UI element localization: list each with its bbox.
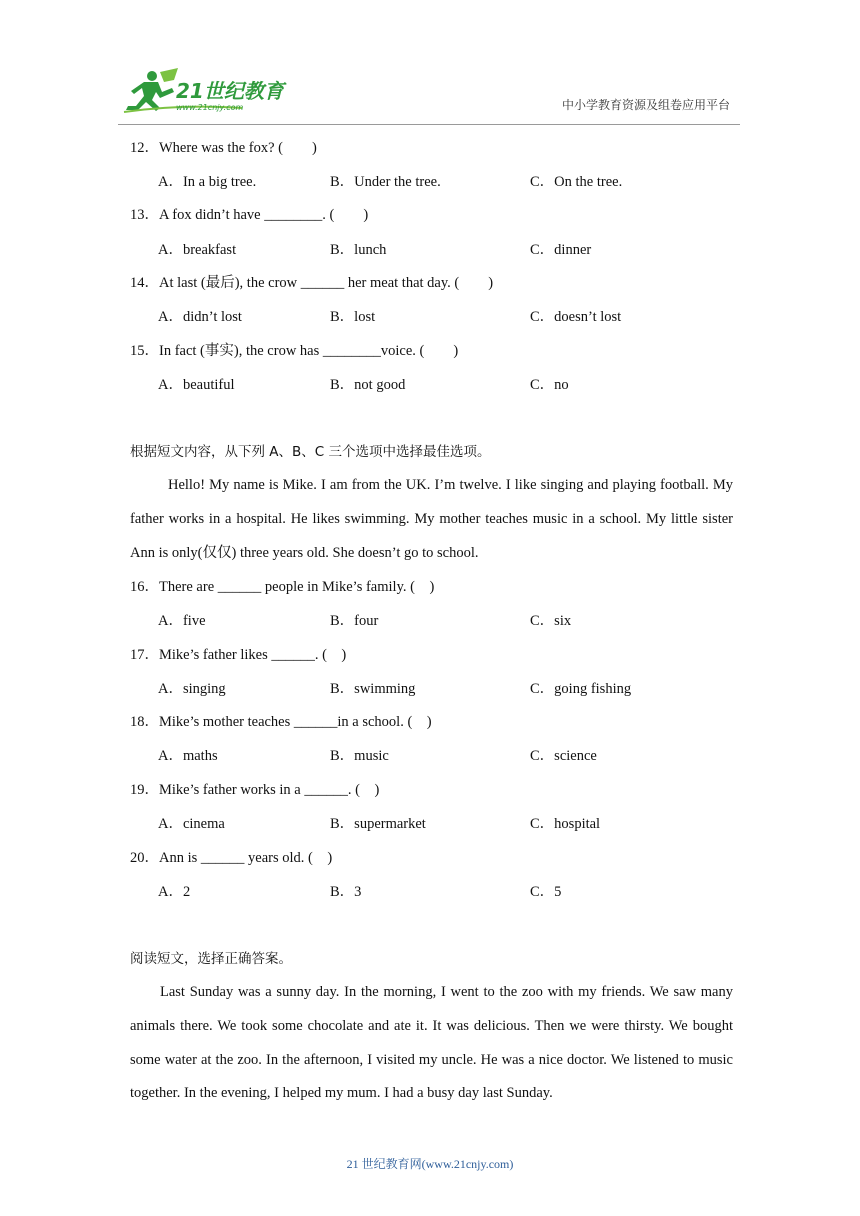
option-a: A．beautiful — [158, 377, 235, 393]
runner-icon — [126, 68, 178, 111]
option-c: C．going fishing — [530, 681, 632, 697]
logo-21cnjy — [122, 68, 292, 114]
option-a: A．breakfast — [158, 242, 237, 258]
section-instruction-2: 阅读短文，选择正确答案。 — [130, 951, 292, 967]
option-a: A．five — [158, 613, 206, 629]
svg-text:21世纪教育: 21世纪教育 — [176, 79, 284, 103]
options-13 — [130, 241, 750, 259]
option-a: A．cinema — [158, 816, 225, 832]
options-15 — [130, 376, 750, 394]
question-14: 14．At last (最后), the crow ______ her meat that day. ( ) — [130, 275, 494, 291]
option-c: C．dinner — [530, 242, 592, 258]
option-b: B．Under the tree. — [330, 174, 441, 190]
options-19 — [130, 815, 750, 833]
option-b: B．lost — [330, 309, 376, 325]
option-c: C．doesn’t lost — [530, 309, 622, 325]
option-a: A．didn’t lost — [158, 309, 242, 325]
option-b: B．four — [330, 613, 379, 629]
option-c: C．5 — [530, 884, 562, 900]
question-19: 19．Mike’s father works in a ______. ( ) — [130, 782, 380, 798]
page-footer: 21 世纪教育网(www.21cnjy.com) — [346, 1157, 514, 1171]
options-16 — [130, 612, 750, 630]
platform-name: 中小学教育资源及组卷应用平台 — [561, 98, 730, 112]
option-b: B．swimming — [330, 681, 416, 697]
question-13: 13．A fox didn’t have ________. ( ) — [130, 207, 369, 223]
options-14 — [130, 308, 750, 326]
question-20: 20．Ann is ______ years old. ( ) — [130, 850, 333, 866]
reading-passage-2: Last Sunday was a sunny day. In the morning, I went to the zoo with my friends. We saw many animals there. We took some chocolate and ate it. It was delicious. Then we were thirsty. We bought some water at the zoo. In the afternoon, I visited my uncle. He was a nice doctor. We listened to music together. In the evening, I helped my mum. I had a busy day last Sunday. — [130, 984, 733, 1102]
option-c: C．six — [530, 613, 572, 629]
option-c: C．hospital — [530, 816, 601, 832]
question-17: 17．Mike’s father likes ______. ( ) — [130, 647, 347, 663]
option-b: B．music — [330, 748, 389, 764]
question-16: 16．There are ______ people in Mike’s family. ( ) — [130, 579, 435, 595]
page-header — [0, 0, 860, 130]
reading-passage: Hello! My name is Mike. I am from the UK. I’m twelve. I like singing and playing football. My father works in a hospital. He likes swimming. My mother teaches music in a school. My little sister Ann is only(仅仅) three years old. She doesn’t go to school. — [130, 477, 733, 561]
option-c: C．On the tree. — [530, 174, 623, 190]
question-18: 18．Mike’s mother teaches ______in a school. ( ) — [130, 714, 432, 730]
options-18 — [130, 747, 750, 765]
options-17 — [130, 680, 750, 698]
option-a: A．singing — [158, 681, 226, 697]
question-15: 15．In fact (事实), the crow has ________voice. ( ) — [130, 343, 459, 359]
option-c: C．science — [530, 748, 597, 764]
options-12 — [130, 173, 750, 191]
option-b: B．supermarket — [330, 816, 426, 832]
question-12: 12．Where was the fox? ( ) — [130, 140, 317, 156]
option-a: A．2 — [158, 884, 191, 900]
option-a: A．In a big tree. — [158, 174, 257, 190]
option-b: B．not good — [330, 377, 406, 393]
option-c: C．no — [530, 377, 569, 393]
options-20 — [130, 883, 750, 901]
option-b: B．lunch — [330, 242, 387, 258]
header-divider — [118, 124, 740, 125]
option-a: A．maths — [158, 748, 218, 764]
option-b: B．3 — [330, 884, 362, 900]
svg-text:www.21cnjy.com: www.21cnjy.com — [176, 103, 244, 112]
section-instruction: 根据短文内容，从下列 A、B、C 三个选项中选择最佳选项。 — [130, 444, 491, 460]
